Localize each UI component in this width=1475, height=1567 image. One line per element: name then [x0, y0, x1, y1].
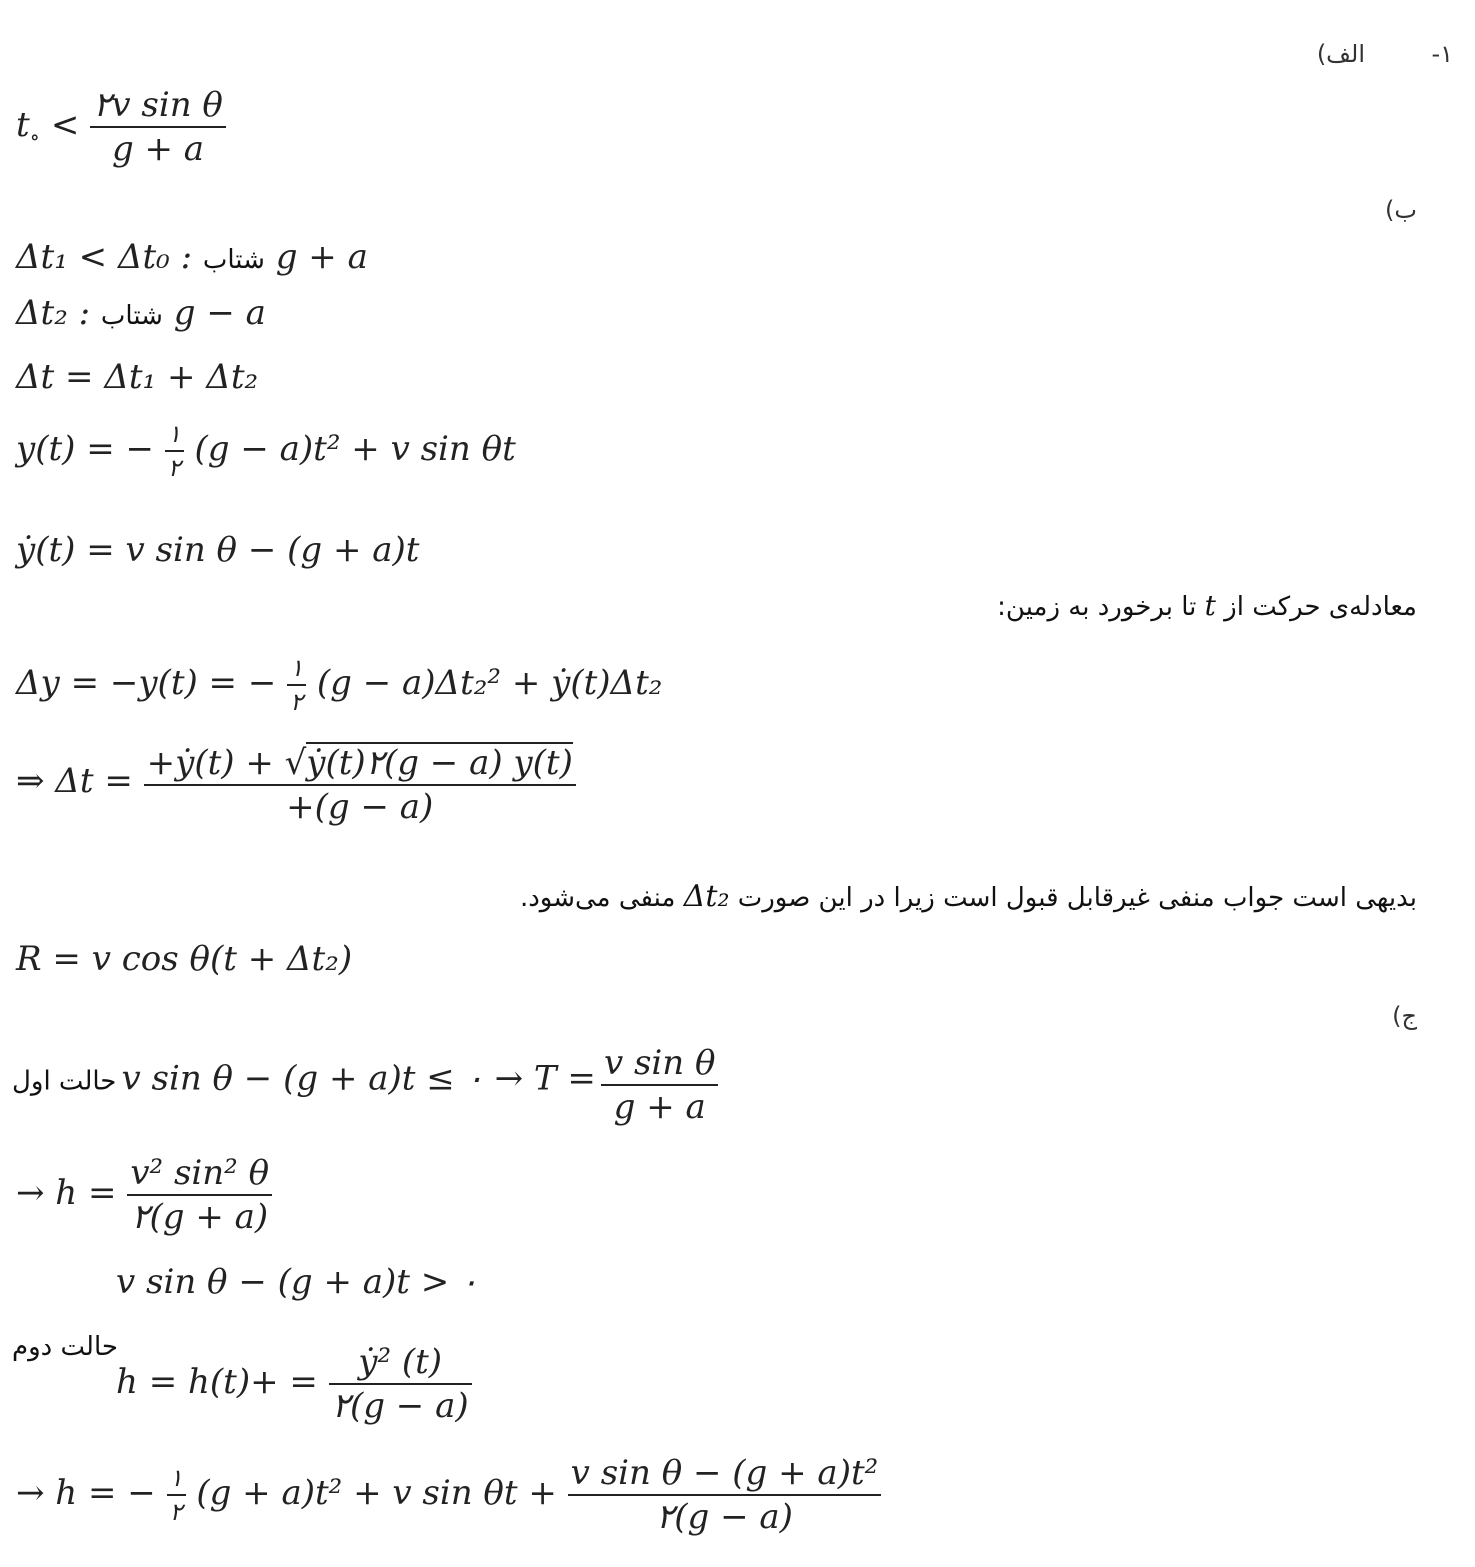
case2-condition: v sin θ − (g + a)t > ۰	[116, 1262, 479, 1302]
part-b-line3: Δt = Δt₁ + Δt₂	[16, 357, 259, 397]
part-b-line4: y(t) = − $\frac{۱}{۲}$ (g − a)t² + v sin θt	[16, 420, 516, 482]
delta-y-equation: Δy = −y(t) = − $\frac{۱}{۲}$ (g − a)Δt₂² + ẏ(t)Δt₂	[16, 654, 663, 716]
case1-line: حالت اول v sin θ − (g + a)t ≤ ۰ → T = $\frac{\text{v sin θ}}{g + a}$	[12, 1046, 718, 1124]
range-equation: R = v cos θ(t + Δt₂)	[16, 939, 353, 979]
part-b-line5: ẏ(t) = v sin θ − (g + a)t	[16, 530, 420, 570]
part-b-line1: Δt₁ < Δt₀ : شتاب g + a	[16, 237, 368, 277]
part-b-line2: Δt₂ : شتاب g − a	[16, 293, 266, 333]
h1-equation: → h = $\frac{\text{v² sin² θ}}{۲(g + a)}$	[16, 1156, 272, 1234]
motion-sentence: معادله‌ی حرکت از t تا برخورد به زمین:	[997, 589, 1417, 622]
part-a-label: الف)	[1316, 40, 1365, 68]
case2-label: حالت دوم	[12, 1332, 118, 1362]
problem-number: ۱-	[1431, 40, 1453, 68]
part-a-fraction: $\frac{\text{۲v sin θ}}{g + a}$	[90, 88, 226, 166]
h2-equation: h = h(t)+ = $\frac{\text{ẏ² (t)}}{۲(g - a)}$	[116, 1345, 472, 1423]
obvious-sentence: بدیهی است جواب منفی غیرقابل قبول است زیرا در این صورت Δt₂ منفی می‌شود.	[519, 879, 1417, 914]
part-b-label: ب)	[1385, 196, 1417, 224]
delta-t-solution: ⇒ Δt = $\frac{\text{+ẏ(t) + √ẏ(t)۲(g − a) y(t)}}{+(g - a)}$	[16, 742, 576, 824]
part-c-label: ج)	[1392, 1002, 1417, 1030]
part-a-inequality: $t_\circ$ < $\frac{\text{۲v sin θ}}{g + a}$	[16, 88, 226, 166]
h3-equation: → h = − $\frac{۱}{۲}$ (g + a)t² + v sin θt + $\frac{\text{v sin θ − (g + a)t²}}{۲(g - a)}$	[16, 1456, 881, 1534]
case1-label: حالت اول	[12, 1066, 117, 1097]
